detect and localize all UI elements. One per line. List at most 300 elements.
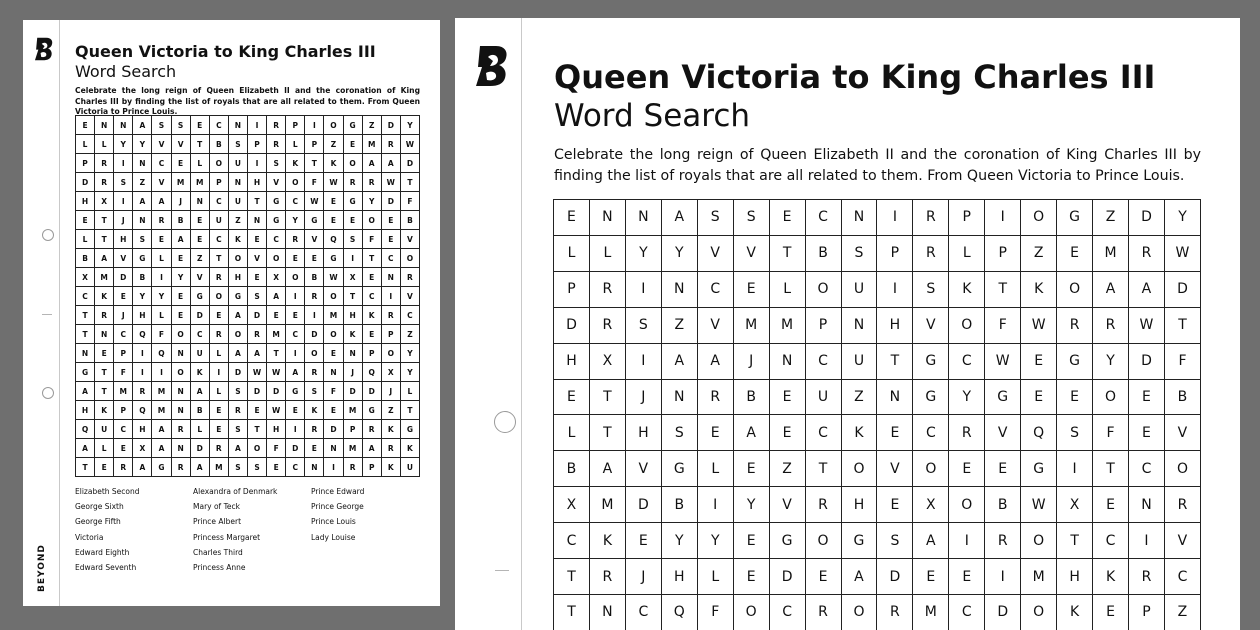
grid-cell: I [209,363,228,382]
grid-cell: W [324,173,343,192]
grid-cell: C [554,523,590,559]
grid-cell: G [267,192,286,211]
grid-cell: S [114,173,133,192]
grid-cell: E [949,451,985,487]
grid-cell: X [913,487,949,523]
grid-cell: C [114,420,133,439]
grid-cell: G [362,401,381,420]
grid-cell: S [267,154,286,173]
fold-mark [42,314,52,315]
grid-cell: S [152,116,171,135]
grid-cell: K [324,154,343,173]
grid-cell: N [343,344,362,363]
grid-cell: E [209,420,228,439]
word-list-item: Prince George [311,502,364,512]
grid-cell: I [133,344,152,363]
grid-cell: B [133,268,152,287]
grid-cell: Y [1093,343,1129,379]
punch-hole-icon [494,411,516,433]
grid-cell: R [209,268,228,287]
grid-cell: Q [1021,415,1057,451]
grid-cell: A [362,154,381,173]
grid-cell: H [1057,559,1093,595]
grid-cell: N [841,307,877,343]
intro-text: Celebrate the long reign of Queen Elizabeth II and the coronation of King Charles III by finding the list of royals that are all related to them. From Queen Victoria to Prince Louis. [75,86,420,116]
page-subtitle: Word Search [75,62,177,81]
grid-cell: K [381,420,400,439]
grid-cell: I [697,487,733,523]
grid-cell: D [1164,271,1200,307]
grid-cell: I [305,306,324,325]
grid-cell: A [95,249,114,268]
word-list-item: Prince Edward [311,487,365,496]
grid-cell: W [1021,487,1057,523]
grid-cell: E [190,116,209,135]
grid-cell: O [1164,451,1200,487]
grid-cell: V [733,235,769,271]
grid-cell: H [625,415,661,451]
grid-row [76,192,420,211]
grid-cell: O [400,249,419,268]
grid-cell: E [625,523,661,559]
grid-cell: O [841,594,877,630]
grid-row [76,287,420,306]
grid-cell: Y [400,116,419,135]
grid-cell: E [697,415,733,451]
grid-cell: R [913,235,949,271]
grid-cell: E [554,379,590,415]
grid-row [554,200,1201,236]
grid-cell: R [805,487,841,523]
grid-cell: N [589,200,625,236]
grid-cell: C [949,343,985,379]
grid-row [76,325,420,344]
grid-cell: Y [133,135,152,154]
grid-cell: P [114,344,133,363]
grid-cell: E [913,559,949,595]
grid-cell: W [267,401,286,420]
grid-cell: F [362,230,381,249]
grid-cell: P [305,135,324,154]
grid-cell: S [305,382,324,401]
grid-cell: E [877,415,913,451]
page-title: Queen Victoria to King Charles III [554,58,1156,96]
grid-cell: S [247,287,266,306]
grid-cell: T [1057,523,1093,559]
grid-cell: T [95,211,114,230]
grid-cell: F [114,363,133,382]
grid-cell: K [286,154,305,173]
grid-cell: A [381,154,400,173]
grid-cell: I [625,343,661,379]
grid-cell: L [697,559,733,595]
grid-cell: P [554,271,590,307]
grid-cell: J [381,382,400,401]
grid-cell: I [247,116,266,135]
grid-cell: I [286,420,305,439]
grid-cell: L [152,306,171,325]
grid-cell: S [1057,415,1093,451]
grid-cell: F [1164,343,1200,379]
grid-cell: O [209,287,228,306]
grid-cell: V [697,235,733,271]
grid-cell: L [95,135,114,154]
grid-cell: A [228,306,247,325]
grid-cell: H [877,307,913,343]
grid-cell: Q [661,594,697,630]
grid-cell: E [324,401,343,420]
grid-cell: K [343,325,362,344]
grid-cell: F [305,173,324,192]
grid-cell: J [343,363,362,382]
grid-cell: Z [1093,200,1129,236]
grid-cell: A [133,458,152,477]
grid-cell: S [661,415,697,451]
grid-cell: Y [1164,200,1200,236]
grid-cell: T [95,382,114,401]
grid-cell: N [190,192,209,211]
grid-cell: R [1093,307,1129,343]
grid-cell: J [625,559,661,595]
grid-cell: D [114,268,133,287]
grid-cell: H [661,559,697,595]
grid-cell: R [362,420,381,439]
worksheet-preview-large[interactable] [455,18,1240,630]
binder-margin-line [59,20,60,606]
page-title: Queen Victoria to King Charles III [75,42,376,61]
grid-cell: L [554,235,590,271]
grid-cell: S [228,382,247,401]
grid-cell: O [949,487,985,523]
grid-cell: E [209,306,228,325]
grid-cell: L [949,235,985,271]
grid-cell: Y [152,287,171,306]
grid-cell: P [247,135,266,154]
grid-cell: K [228,230,247,249]
grid-cell: E [1093,594,1129,630]
grid-cell: A [841,559,877,595]
grid-cell: E [247,230,266,249]
grid-cell: D [381,116,400,135]
grid-cell: V [152,135,171,154]
grid-cell: T [247,420,266,439]
grid-cell: H [76,401,95,420]
grid-cell: C [267,230,286,249]
grid-cell: M [152,401,171,420]
grid-cell: P [877,235,913,271]
grid-cell: O [209,154,228,173]
grid-cell: S [913,271,949,307]
grid-cell: M [343,401,362,420]
word-search-grid [75,115,420,477]
grid-cell: W [305,192,324,211]
grid-cell: Q [362,363,381,382]
grid-cell: G [1057,343,1093,379]
grid-cell: G [152,458,171,477]
grid-cell: R [305,363,324,382]
grid-cell: N [76,344,95,363]
grid-cell: O [267,249,286,268]
grid-row [76,116,420,135]
grid-cell: O [1093,379,1129,415]
grid-cell: J [625,379,661,415]
grid-cell: I [877,200,913,236]
grid-cell: E [1021,379,1057,415]
grid-cell: O [171,325,190,344]
grid-cell: E [152,230,171,249]
word-list-item: Victoria [75,532,104,542]
grid-row [76,268,420,287]
grid-cell: Y [133,287,152,306]
grid-cell: L [190,420,209,439]
grid-cell: P [805,307,841,343]
grid-cell: P [76,154,95,173]
grid-cell: N [95,325,114,344]
grid-cell: R [305,420,324,439]
grid-cell: F [985,307,1021,343]
grid-cell: U [209,211,228,230]
grid-cell: R [171,458,190,477]
grid-cell: T [1164,307,1200,343]
grid-row [76,306,420,325]
word-list-item: Charles Third [193,547,243,557]
grid-cell: L [589,235,625,271]
grid-cell: K [589,523,625,559]
grid-cell: R [209,439,228,458]
grid-cell: S [733,200,769,236]
grid-cell: O [1021,200,1057,236]
grid-cell: Q [152,344,171,363]
grid-cell: Y [661,523,697,559]
grid-cell: A [697,343,733,379]
grid-cell: C [152,154,171,173]
grid-cell: W [324,268,343,287]
grid-cell: I [286,344,305,363]
grid-cell: S [625,307,661,343]
grid-cell: S [228,420,247,439]
grid-cell: N [133,154,152,173]
grid-cell: O [324,116,343,135]
grid-cell: C [805,200,841,236]
grid-cell: G [1057,200,1093,236]
grid-cell: V [400,287,419,306]
grid-cell: O [305,344,324,363]
grid-row [554,235,1201,271]
grid-cell: R [343,173,362,192]
grid-cell: C [697,271,733,307]
grid-cell: G [267,211,286,230]
grid-cell: O [805,271,841,307]
grid-cell: E [267,306,286,325]
grid-cell: E [286,401,305,420]
grid-cell: D [305,325,324,344]
grid-cell: Z [133,173,152,192]
grid-cell: E [769,200,805,236]
grid-cell: E [1057,235,1093,271]
grid-cell: O [362,211,381,230]
grid-cell: H [554,343,590,379]
grid-cell: R [95,154,114,173]
grid-cell: P [114,401,133,420]
grid-cell: N [589,594,625,630]
grid-cell: D [247,306,266,325]
grid-cell: N [171,382,190,401]
grid-cell: X [76,268,95,287]
grid-cell: V [400,230,419,249]
grid-cell: C [805,343,841,379]
grid-cell: A [286,363,305,382]
grid-cell: E [1129,379,1165,415]
grid-cell: Y [286,211,305,230]
grid-cell: A [1093,271,1129,307]
grid-cell: B [400,211,419,230]
grid-cell: E [324,211,343,230]
grid-cell: T [769,235,805,271]
grid-cell: A [228,439,247,458]
grid-cell: O [343,154,362,173]
grid-cell: E [209,401,228,420]
grid-cell: L [554,415,590,451]
grid-cell: D [625,487,661,523]
grid-cell: C [362,287,381,306]
grid-cell: T [209,249,228,268]
grid-cell: E [1057,379,1093,415]
grid-cell: T [95,230,114,249]
grid-cell: A [733,415,769,451]
grid-cell: R [286,230,305,249]
grid-cell: G [133,249,152,268]
grid-cell: C [286,325,305,344]
grid-cell: O [913,451,949,487]
page-subtitle: Word Search [554,98,751,134]
grid-cell: S [171,116,190,135]
grid-cell: X [381,363,400,382]
grid-cell: J [114,306,133,325]
grid-cell: Z [400,325,419,344]
grid-cell: C [805,415,841,451]
worksheet-preview-small[interactable] [23,20,440,606]
grid-cell: F [324,382,343,401]
grid-cell: A [152,420,171,439]
grid-cell: D [1129,343,1165,379]
grid-cell: Y [733,487,769,523]
grid-row [76,363,420,382]
grid-cell: E [286,306,305,325]
grid-cell: E [733,451,769,487]
grid-cell: H [133,306,152,325]
grid-cell: H [343,306,362,325]
grid-cell: O [228,325,247,344]
grid-cell: U [841,271,877,307]
grid-cell: F [400,192,419,211]
grid-cell: P [343,420,362,439]
grid-cell: V [625,451,661,487]
punch-hole-icon [42,229,54,241]
word-list-item: Mary of Teck [193,502,240,512]
grid-cell: O [841,451,877,487]
grid-cell: R [381,306,400,325]
grid-cell: K [95,287,114,306]
intro-text: Celebrate the long reign of Queen Elizabeth II and the coronation of King Charles III by finding the list of royals that are all related to them. From Queen Victoria to Prince Louis. [554,147,1201,184]
grid-cell: C [949,594,985,630]
grid-cell: M [733,307,769,343]
grid-cell: X [343,268,362,287]
grid-cell: E [171,249,190,268]
grid-cell: S [697,200,733,236]
grid-cell: V [267,173,286,192]
grid-cell: R [267,116,286,135]
word-list-item: Prince Louis [311,517,356,527]
grid-cell: R [247,325,266,344]
grid-cell: E [190,230,209,249]
grid-cell: C [76,287,95,306]
grid-cell: V [190,268,209,287]
grid-cell: G [400,420,419,439]
grid-cell: E [381,211,400,230]
grid-cell: M [362,135,381,154]
grid-cell: E [769,379,805,415]
grid-cell: M [152,382,171,401]
grid-cell: Z [661,307,697,343]
grid-cell: G [305,211,324,230]
grid-cell: A [133,192,152,211]
grid-cell: V [247,249,266,268]
grid-cell: R [1057,307,1093,343]
grid-cell: N [625,200,661,236]
grid-cell: O [381,344,400,363]
grid-cell: I [152,363,171,382]
grid-row [554,307,1201,343]
grid-cell: R [805,594,841,630]
grid-cell: I [949,523,985,559]
grid-cell: J [733,343,769,379]
word-list-item: George Sixth [75,502,124,512]
grid-cell: I [1129,523,1165,559]
grid-cell: P [362,344,381,363]
grid-cell: T [190,135,209,154]
fold-mark [495,570,509,571]
grid-cell: R [589,307,625,343]
grid-cell: H [114,230,133,249]
grid-cell: E [343,211,362,230]
grid-cell: S [228,135,247,154]
grid-cell: E [1129,415,1165,451]
grid-cell: O [247,439,266,458]
grid-cell: K [1057,594,1093,630]
grid-cell: D [324,420,343,439]
grid-cell: C [209,116,228,135]
grid-cell: D [190,439,209,458]
grid-cell: W [1164,235,1200,271]
grid-cell: A [913,523,949,559]
grid-cell: O [949,307,985,343]
grid-cell: V [171,135,190,154]
grid-cell: L [400,382,419,401]
grid-cell: R [589,271,625,307]
grid-cell: A [133,116,152,135]
grid-cell: P [362,458,381,477]
grid-cell: T [805,451,841,487]
word-list-item: George Fifth [75,517,121,527]
grid-cell: O [1021,523,1057,559]
grid-cell: W [400,135,419,154]
grid-cell: R [1129,559,1165,595]
grid-cell: I [343,249,362,268]
grid-cell: X [95,192,114,211]
grid-cell: C [769,594,805,630]
grid-cell: E [877,487,913,523]
grid-cell: F [267,439,286,458]
